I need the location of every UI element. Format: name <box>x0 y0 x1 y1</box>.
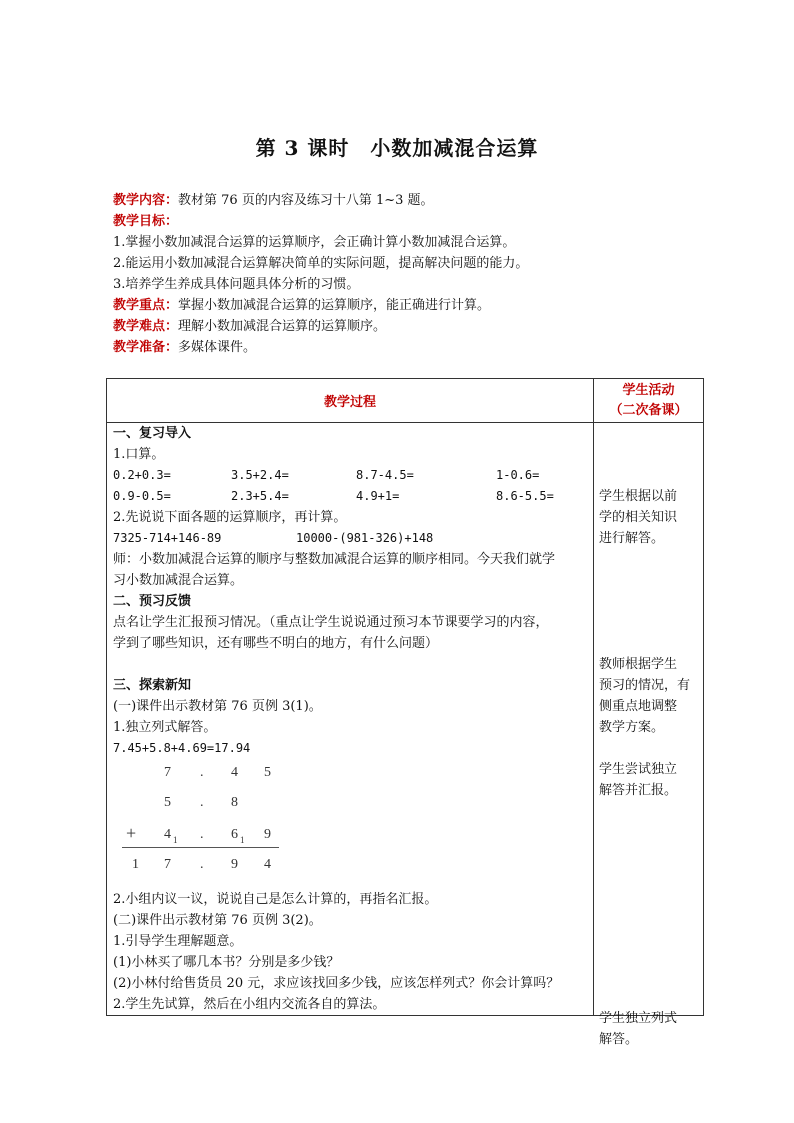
result-digit: 4 <box>264 857 271 872</box>
preview-text: 点名让学生汇报预习情况。（重点让学生说说通过预习本节课要学习的内容， <box>113 615 549 630</box>
trial-instruction: 2.学生先试算，然后在小组内交流各自的算法。 <box>113 997 386 1012</box>
oral-problem: 4.9+1= <box>356 489 400 503</box>
teaching-goals-label: 教学目标： <box>113 214 179 229</box>
digit: 7 <box>164 765 171 780</box>
vertical-addition <box>113 759 593 889</box>
example-1-intro: (一)课件出示教材第 76 页例 3(1)。 <box>113 699 322 714</box>
activity-note-review: 学生根据以前 学的相关知识 进行解答。 <box>599 489 678 546</box>
decimal-point: . <box>200 765 204 780</box>
question-1: (1)小林买了哪几本书？分别是多少钱？ <box>113 955 340 970</box>
section-review-title: 一、复习导入 <box>113 426 192 441</box>
activity-header-line1: 学生活动 <box>622 383 675 398</box>
expression: 10000-(981-326)+148 <box>296 531 434 545</box>
digit: 5 <box>264 765 271 780</box>
digit: 4 <box>231 765 238 780</box>
carry-digit: 1 <box>173 835 178 845</box>
lesson-process-table <box>106 378 704 1047</box>
page-title: 第 3 课时 小数加减混合运算 <box>255 136 539 160</box>
oral-problem: 0.2+0.3= <box>113 468 171 482</box>
group-discussion: 2.小组内议一议，说说自己是怎么计算的，再指名汇报。 <box>113 892 438 907</box>
teaching-key-text: 掌握小数加减混合运算的运算顺序，能正确进行计算。 <box>178 298 491 313</box>
example-2-intro: (二)课件出示教材第 76 页例 3(2)。 <box>113 913 322 928</box>
teaching-prep <box>113 337 713 358</box>
goal-item: 1.掌握小数加减混合运算的运算顺序，会正确计算小数加减混合运算。 <box>113 235 516 250</box>
process-column-header: 教学过程 <box>107 379 594 423</box>
teaching-difficulty-text: 理解小数加减混合运算的运算顺序。 <box>178 319 387 334</box>
order-question: 2.先说说下面各题的运算顺序，再计算。 <box>113 510 347 525</box>
oral-row <box>113 465 593 486</box>
oral-problem: 0.9-0.5= <box>113 489 171 503</box>
carry-digit: 1 <box>240 835 245 845</box>
section-preview-title: 二、预习反馈 <box>113 594 192 609</box>
goal-item: 2.能运用小数加减混合运算解决简单的实际问题，提高解决问题的能力。 <box>113 256 529 271</box>
teacher-line: 师：小数加减混合运算的顺序与整数加减混合运算的顺序相同。今天我们就学 <box>113 552 556 567</box>
result-digit: 1 <box>132 857 139 872</box>
question-2: (2)小林付给售货员 20 元，求应该找回多少钱，应该怎样列式？你会计算吗？ <box>113 976 560 991</box>
solve-instruction: 1.独立列式解答。 <box>113 720 217 735</box>
teaching-content-text: 教材第 76 页的内容及练习十八第 1~3 题。 <box>178 193 434 208</box>
guide-instruction: 1.引导学生理解题意。 <box>113 934 243 949</box>
teaching-key <box>113 295 713 316</box>
teaching-content <box>113 190 713 211</box>
section-explore-title: 三、探索新知 <box>113 678 192 693</box>
digit: 4 <box>164 827 171 842</box>
decimal-point: . <box>200 795 204 810</box>
activity-cell <box>594 423 704 1047</box>
expression: 7325-714+146-89 <box>113 531 222 545</box>
result-digit: 9 <box>231 857 238 872</box>
teaching-difficulty <box>113 316 713 337</box>
teacher-line: 习小数加减混合运算。 <box>113 573 244 588</box>
oral-problem: 1-0.6= <box>496 468 540 482</box>
teaching-content-label: 教学内容： <box>113 193 179 208</box>
lesson-intro <box>113 190 713 358</box>
process-cell <box>107 423 594 1016</box>
oral-row <box>113 486 593 507</box>
oral-problem: 8.6-5.5= <box>496 489 554 503</box>
oral-calc-label: 1.口算。 <box>113 447 165 462</box>
digit: 5 <box>164 795 171 810</box>
preview-text: 学到了哪些知识，还有哪些不明白的地方，有什么问题） <box>113 636 439 651</box>
digit: 8 <box>231 795 238 810</box>
activity-note-preview: 教师根据学生 预习的情况，有 侧重点地调整 教学方案。 <box>599 657 691 735</box>
oral-problem: 8.7-4.5= <box>356 468 414 482</box>
teaching-prep-text: 多媒体课件。 <box>178 340 257 355</box>
sum-line <box>122 847 279 848</box>
teaching-difficulty-label: 教学难点： <box>113 319 179 334</box>
oral-problem: 3.5+2.4= <box>231 468 289 482</box>
goal-item: 3.培养学生养成具体问题具体分析的习惯。 <box>113 277 360 292</box>
activity-note-example1: 学生尝试独立 解答并汇报。 <box>599 762 678 798</box>
oral-problem: 2.3+5.4= <box>231 489 289 503</box>
activity-column-header <box>594 379 704 423</box>
digit: 6 <box>231 827 238 842</box>
activity-note-example2: 学生独立列式 解答。 <box>599 1011 678 1047</box>
result-digit: 7 <box>164 857 171 872</box>
equation: 7.45+5.8+4.69=17.94 <box>113 741 251 755</box>
expression-row <box>113 528 593 549</box>
plus-sign: + <box>126 823 137 843</box>
activity-header-line2: （二次备课） <box>609 403 688 418</box>
teaching-key-label: 教学重点： <box>113 298 179 313</box>
digit: 9 <box>264 827 271 842</box>
decimal-point: . <box>200 827 204 842</box>
teaching-prep-label: 教学准备： <box>113 340 179 355</box>
decimal-point: . <box>200 857 204 872</box>
